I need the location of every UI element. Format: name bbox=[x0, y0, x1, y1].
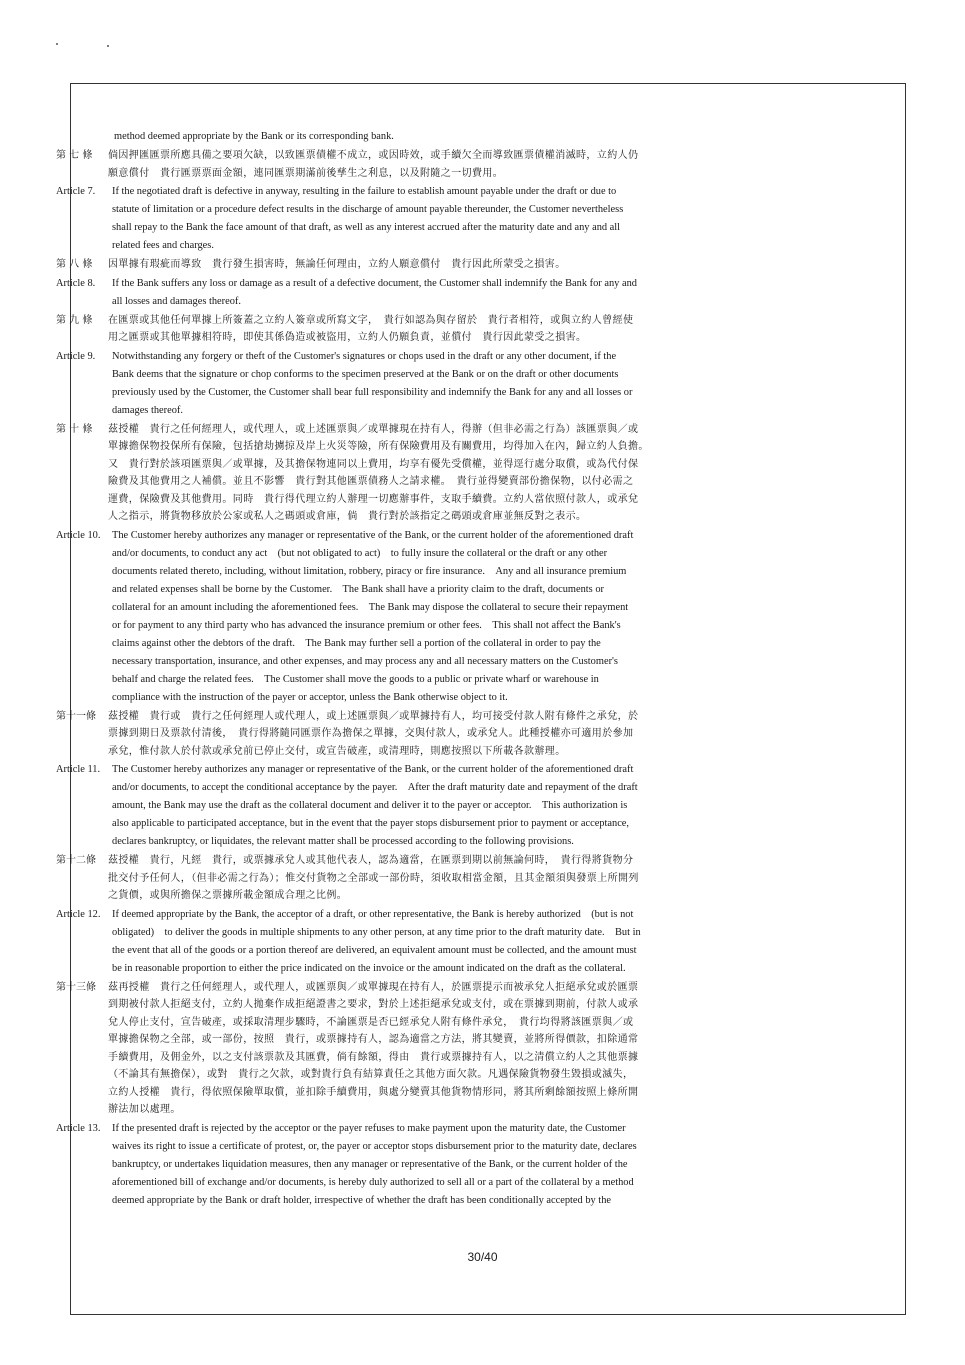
article-cjk-text bbox=[108, 256, 840, 274]
en-text-line: The Customer hereby authorizes any manager or representative of the Bank, or the current holder of the aforementioned draft bbox=[112, 529, 634, 541]
article-en-block bbox=[56, 1120, 840, 1210]
en-text-line: behalf and charge the related fees. The Customer shall move the goods to a public or private wharf or warehouse in bbox=[112, 673, 599, 685]
sections-container bbox=[56, 147, 840, 1210]
cjk-text-line: 願意償付 貴行匯票票面金額，連同匯票期滿前後孳生之利息，以及附隨之一切費用。 bbox=[108, 167, 504, 179]
cjk-text-line: 用之匯票或其他單據相符時，即使其係偽造或被盜用，立約人仍願負責，並償付 貴行因此蒙受之損害。 bbox=[108, 332, 587, 343]
cjk-text-line: 單據擔保物之全部，或一部份，按照 貴行，或票據持有人，認為適當之方法，將其變賣，並將所得價款，扣除通常 bbox=[108, 1034, 639, 1045]
article-en-label: Article 10. bbox=[56, 529, 101, 541]
en-text-line: If the negotiated draft is defective in anyway, resulting in the failure to establish amount payable under the draft or due to bbox=[112, 186, 617, 197]
article-en-label: Article 7. bbox=[56, 186, 96, 197]
article-en-block bbox=[56, 275, 840, 311]
cjk-text-line: （不論其有無擔保），或對 貴行之欠款，或對貴行負有結算責任之其他方面欠款。凡遇保險貨物發生毀損或滅失， bbox=[108, 1069, 634, 1080]
cjk-text-line: 承兌，惟付款人於付款或承兌前已停止交付，或宣告破產，或清理時，則應按照以下所載各款辦理。 bbox=[108, 745, 566, 757]
article-en-block bbox=[56, 761, 840, 851]
en-text-line: declares bankruptcy, or liquidates, the relevant matter shall be processed according to the following provisions. bbox=[112, 836, 574, 847]
en-text-line: be in reasonable proportion to either the price indicated on the invoice or the amount indicated on the draft as the collateral. bbox=[112, 962, 626, 974]
article-cjk-text bbox=[108, 979, 840, 1119]
en-text-line: If the presented draft is rejected by the acceptor or the payer refuses to make payment upon the maturity date, the Customer bbox=[112, 1122, 626, 1134]
intro-line: method deemed appropriate by the Bank or its corresponding bank. bbox=[114, 131, 394, 142]
article-cjk-text bbox=[108, 147, 840, 182]
cjk-text-line: 因單據有瑕疵而導致 貴行發生損害時，無論任何理由，立約人願意償付 貴行因此所蒙受之損害。 bbox=[108, 259, 566, 270]
en-text-line: and related expenses shall be borne by the Customer. The Bank shall have a priority claim to the draft, documents or bbox=[112, 583, 604, 595]
article-en-text bbox=[112, 906, 840, 978]
article-cjk-text bbox=[108, 312, 840, 347]
en-text-line: also applicable to participated acceptance, but in the event that the payer stops disbursement prior to payment or acceptance, bbox=[112, 818, 630, 829]
en-text-line: Notwithstanding any forgery or theft of the Customer's signatures or chops used in the draft or any other document, if the bbox=[112, 350, 617, 362]
article-en-label: Article 9. bbox=[56, 350, 96, 362]
article-cjk-label: 第 十 條 bbox=[56, 423, 93, 435]
cjk-text-line: 茲授權 貴行之任何經理人，或代理人，或上述匯票與／或單據現在持有人，得辦（但非必需之行為）該匯票與／或 bbox=[108, 423, 639, 435]
article-en-label: Article 12. bbox=[56, 908, 101, 920]
article-en-block bbox=[56, 906, 840, 978]
article-cjk-text bbox=[108, 852, 840, 905]
cjk-text-line: 又 貴行對於該項匯票與／或單據，及其擔保物連同以上費用，均享有優先受償權，並得逕行處分取償，或為代付保 bbox=[108, 458, 639, 470]
article-cjk-label: 第十一條 bbox=[56, 710, 96, 722]
en-text-line: shall repay to the Bank the face amount of that draft, as well as any interest accrued after the maturity date and any and all bbox=[112, 222, 621, 233]
article-cjk-block bbox=[56, 312, 840, 347]
article-en-text bbox=[112, 183, 840, 255]
article-cjk-label: 第 七 條 bbox=[56, 150, 93, 161]
article-cjk-block bbox=[56, 421, 840, 526]
en-text-line: all losses and damages thereof. bbox=[112, 295, 241, 307]
cjk-text-line: 茲再授權 貴行之任何經理人，或代理人，或匯票與／或單據現在持有人，於匯票提示而被承兌人拒絕承兌或於匯票 bbox=[108, 981, 639, 993]
article-cjk-block bbox=[56, 708, 840, 761]
article-en-label: Article 11. bbox=[56, 764, 101, 775]
cjk-text-line: 茲授權 貴行，凡經 貴行，或票據承兌人或其他代表人，認為適當，在匯票到期以前無論何時， 貴行得將貨物分 bbox=[108, 855, 634, 866]
article-en-block bbox=[56, 348, 840, 420]
article-en-label: Article 13. bbox=[56, 1122, 101, 1134]
cjk-text-line: 倘因押匯匯票所應具備之要項欠缺，以致匯票債權不成立，或因時效，或手續欠全而導致匯票債權消滅時，立約人仍 bbox=[108, 150, 639, 161]
cjk-text-line: 手續費用，及佣金外，以之支付該票款及其匯費，倘有餘額，得由 貴行或票據持有人，以之清償立約人之其他票據 bbox=[108, 1051, 639, 1063]
article-cjk-label: 第 九 條 bbox=[56, 314, 93, 326]
article-en-text bbox=[112, 761, 840, 851]
article-cjk-label: 第十二條 bbox=[56, 855, 96, 866]
scan-speck bbox=[107, 45, 109, 47]
article-en-text bbox=[112, 275, 840, 311]
article-en-text bbox=[112, 348, 840, 420]
en-text-line: statute of limitation or a procedure defect results in the discharge of amount payable thereunder, the Customer nevertheless bbox=[112, 204, 624, 215]
article-en-block bbox=[56, 183, 840, 255]
article-cjk-block bbox=[56, 852, 840, 905]
cjk-text-line: 兌人停止支付，宣告破產，或採取清理步驟時，不論匯票是否已經承兌人附有條件承兌， 貴行均得將該匯票與／或 bbox=[108, 1016, 634, 1028]
cjk-text-line: 票據到期日及票款付清後， 貴行得將隨同匯票作為擔保之單據，交與付款人，或承兌人。此種授權亦可適用於參加 bbox=[108, 728, 634, 739]
en-text-line: collateral for an amount including the aforementioned fees. The Bank may dispose the collateral to secure their repayment bbox=[112, 601, 629, 613]
en-text-line: necessary transportation, insurance, and other expenses, and may process any and all necessary matters on the Customer's bbox=[112, 655, 618, 667]
en-text-line: If the Bank suffers any loss or damage as a result of a defective document, the Customer shall indemnify the Bank for any and bbox=[112, 277, 637, 289]
en-text-line: If deemed appropriate by the Bank, the acceptor of a draft, or other representative, the Bank is hereby authorized (but is not bbox=[112, 908, 634, 920]
en-text-line: claims against other the debtors of the draft. The Bank may further sell a portion of the collateral in order to pay the bbox=[112, 637, 601, 649]
cjk-text-line: 運費，保險費及其他費用。同時 貴行得代理立約人辦理一切應辦事件，支取手續費。立約人當依照付款人，或承兌 bbox=[108, 493, 639, 505]
page-number: 30/40 bbox=[467, 1250, 498, 1264]
en-text-line: aforementioned bill of exchange and/or documents, is hereby duly authorized to sell all or a part of the collateral by a method bbox=[112, 1176, 634, 1188]
cjk-text-line: 在匯票或其他任何單據上所簽蓋之立約人簽章或所寫文字， 貴行如認為與存留於 貴行者相符，或與立約人曾經使 bbox=[108, 314, 634, 326]
cjk-text-line: 險費及其他費用之人補償。並且不影響 貴行對其他匯票債務人之請求權。 貴行並得變賣部份擔保物，以付必需之 bbox=[108, 476, 634, 487]
article-cjk-label: 第 八 條 bbox=[56, 259, 93, 270]
en-text-line: and/or documents, to conduct any act (but not obligated to act) to fully insure the collateral or the draft or any other bbox=[112, 547, 608, 559]
document-body bbox=[56, 128, 840, 1210]
cjk-text-line: 立約人授權 貴行，得依照保險單取償，並扣除手續費用，與處分變賣其他貨物情形同，將其所剩餘額按照上條所開 bbox=[108, 1086, 639, 1098]
en-text-line: deemed appropriate by the Bank or draft holder, irrespective of whether the draft has been conditionally accepted by the bbox=[112, 1194, 611, 1206]
article-cjk-block bbox=[56, 256, 840, 274]
en-text-line: and/or documents, to accept the conditional acceptance by the payer. After the draft maturity date and repayment of the draft bbox=[112, 782, 638, 793]
article-cjk-block bbox=[56, 147, 840, 182]
cjk-text-line: 人之指示，將貨物移放於公家或私人之碼頭或倉庫，倘 貴行對於該指定之碼頭或倉庫並無反對之表示。 bbox=[108, 511, 587, 522]
cjk-text-line: 單據擔保物投保所有保險，包括搶劫擄掠及岸上火災等險，所有保險費用及有關費用，均得加入在內，歸立約人負擔。 bbox=[108, 441, 649, 452]
en-text-line: previously used by the Customer, the Customer shall bear full responsibility and indemnify the Bank for any and all losses or bbox=[112, 386, 633, 398]
article-cjk-label: 第十三條 bbox=[56, 981, 96, 993]
cjk-text-line: 辦法加以處理。 bbox=[108, 1104, 181, 1115]
cjk-text-line: 批交付予任何人，（但非必需之行為）；惟交付貨物之全部或一部份時，須收取相當金額，且其金額須與發票上所開列 bbox=[108, 872, 639, 884]
en-text-line: documents related thereto, including, without limitation, robbery, piracy or fire insurance. Any and all insurance premium bbox=[112, 565, 627, 577]
scan-speck bbox=[56, 43, 58, 45]
en-text-line: waives its right to issue a certificate of protest, or, the payer or acceptor stops disbursement prior to the maturity date, declares bbox=[112, 1140, 637, 1152]
en-text-line: obligated) to deliver the goods in multiple shipments to any other person, at any time prior to the draft maturity date. But in bbox=[112, 926, 641, 938]
article-en-label: Article 8. bbox=[56, 277, 96, 289]
cjk-text-line: 之貨價，或與所擔保之票據所載金額成合理之比例。 bbox=[108, 890, 348, 901]
article-en-block bbox=[56, 527, 840, 707]
en-text-line: Bank deems that the signature or chop conforms to the specimen preserved at the Bank or on the draft or other documents bbox=[112, 368, 619, 380]
en-text-line: The Customer hereby authorizes any manager or representative of the Bank, or the current holder of the aforementioned draft bbox=[112, 764, 634, 775]
en-text-line: bankruptcy, or undertakes liquidation measures, then any manager or representative of the Bank, or the current holder of the bbox=[112, 1158, 628, 1170]
article-en-text bbox=[112, 1120, 840, 1210]
en-text-line: damages thereof. bbox=[112, 404, 183, 416]
article-cjk-text bbox=[108, 421, 840, 526]
cjk-text-line: 到期被付款人拒絕支付，立約人拋棄作成拒絕證書之要求，對於上述拒絕承兌或支付，或在票據到期前，付款人或承 bbox=[108, 999, 639, 1010]
article-cjk-block bbox=[56, 979, 840, 1119]
en-text-line: or for payment to any third party who has advanced the insurance premium or other fees. This shall not affect the Bank's bbox=[112, 619, 621, 631]
article-cjk-text bbox=[108, 708, 840, 761]
article-en-text bbox=[112, 527, 840, 707]
en-text-line: the event that all of the goods or a portion thereof are delivered, an equivalent amount must be collected, and the amount must bbox=[112, 944, 637, 956]
en-text-line: compliance with the instruction of the payer or acceptor, unless the Bank otherwise object to it. bbox=[112, 691, 508, 703]
cjk-text-line: 茲授權 貴行或 貴行之任何經理人或代理人，或上述匯票與／或單據持有人，均可接受付款人附有條件之承兌，於 bbox=[108, 710, 639, 722]
en-text-line: amount, the Bank may use the draft as the collateral document and deliver it to the payer or acceptor. This authorization is bbox=[112, 800, 628, 811]
en-text-line: related fees and charges. bbox=[112, 240, 214, 251]
